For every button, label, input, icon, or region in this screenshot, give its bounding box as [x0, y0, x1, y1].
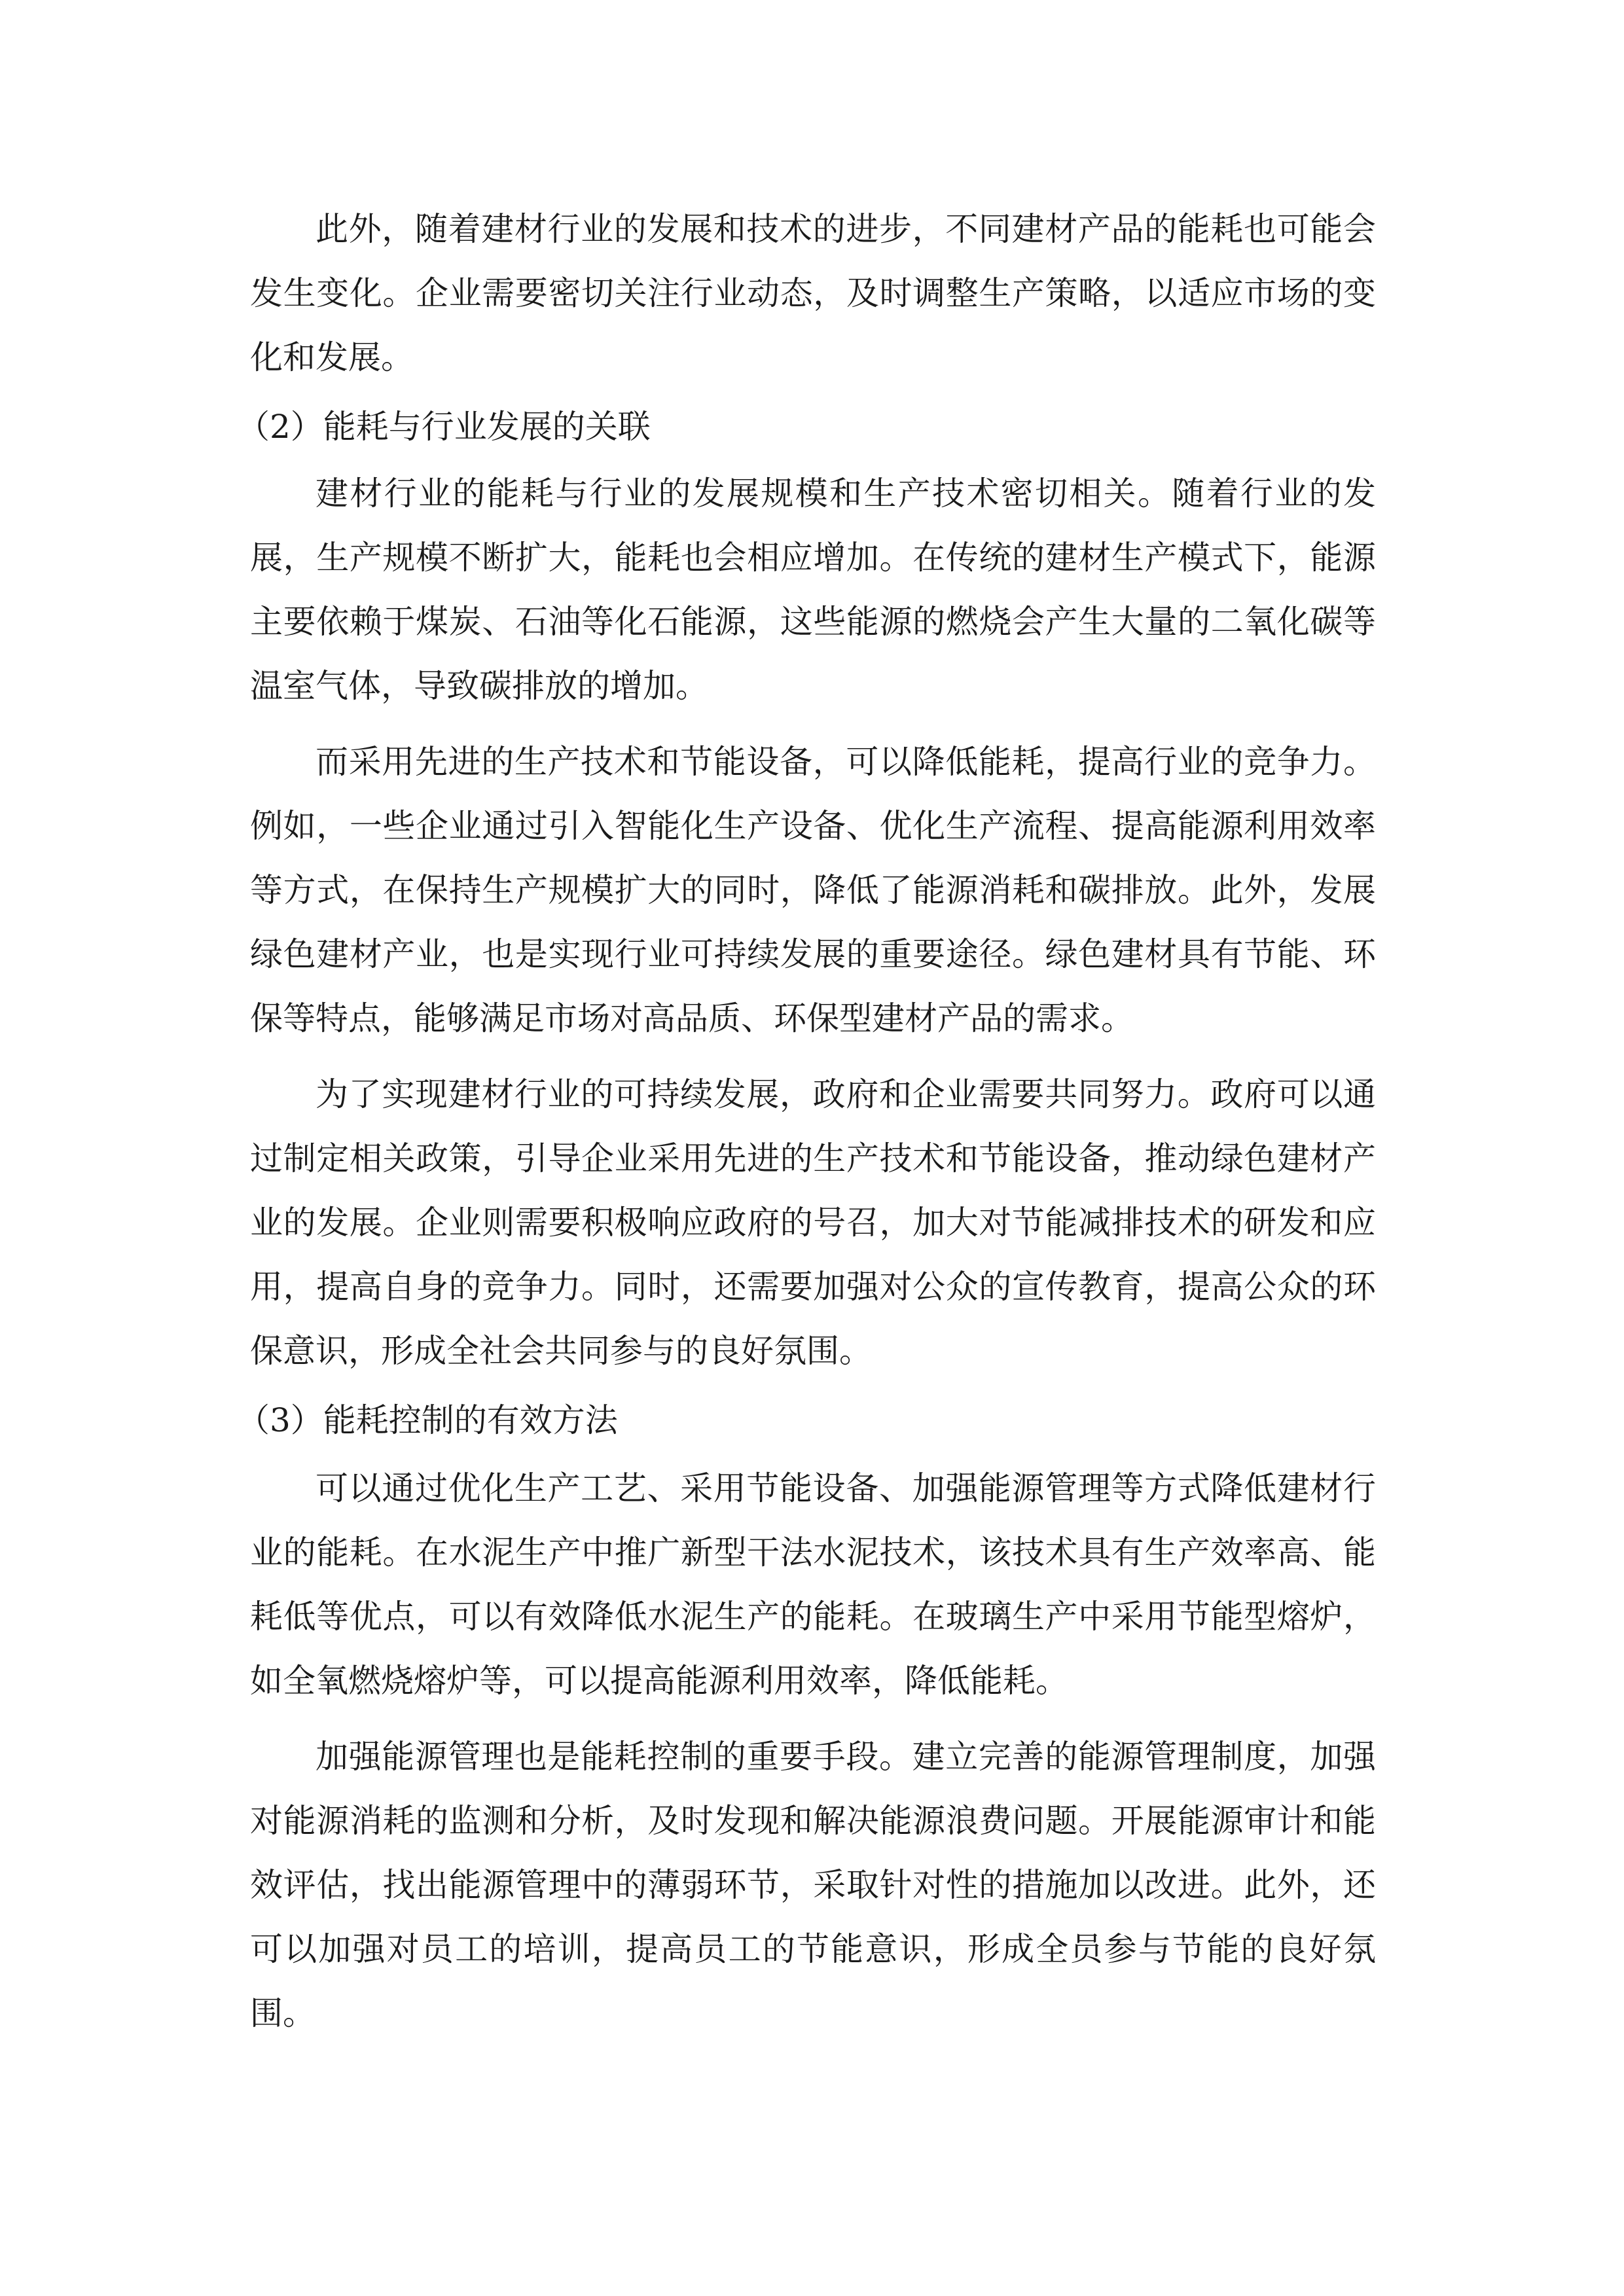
paragraph-line: 可以加强对员工的培训，提高员工的节能意识，形成全员参与节能的良好氛	[250, 1930, 1376, 1968]
paragraph-line: 如全氧燃烧熔炉等，可以提高能源利用效率，降低能耗。	[250, 1662, 1068, 1700]
paragraph-line: 例如，一些企业通过引入智能化生产设备、优化生产流程、提高能源利用效率	[250, 807, 1376, 845]
paragraph-line: 围。	[250, 1994, 316, 2032]
paragraph-line: 温室气体，导致碳排放的增加。	[250, 667, 708, 705]
paragraph-line: 用，提高自身的竞争力。同时，还需要加强对公众的宣传教育，提高公众的环	[250, 1268, 1376, 1306]
paragraph-line: 此外，随着建材行业的发展和技术的进步，不同建材产品的能耗也可能会	[316, 210, 1376, 248]
paragraph-line: 可以通过优化生产工艺、采用节能设备、加强能源管理等方式降低建材行	[316, 1469, 1376, 1507]
paragraph-line: 建材行业的能耗与行业的发展规模和生产技术密切相关。随着行业的发	[316, 475, 1376, 512]
paragraph-line: 而采用先进的生产技术和节能设备，可以降低能耗，提高行业的竞争力。	[316, 743, 1376, 781]
paragraph-line: 为了实现建材行业的可持续发展，政府和企业需要共同努力。政府可以通	[316, 1075, 1376, 1113]
paragraph-line: 主要依赖于煤炭、石油等化石能源，这些能源的燃烧会产生大量的二氧化碳等	[250, 603, 1376, 641]
paragraph-line: 等方式，在保持生产规模扩大的同时，降低了能源消耗和碳排放。此外，发展	[250, 871, 1376, 909]
section-heading: （3）能耗控制的有效方法	[237, 1401, 618, 1439]
paragraph-line: 效评估，找出能源管理中的薄弱环节，采取针对性的措施加以改进。此外，还	[250, 1866, 1376, 1904]
paragraph-line: 业的能耗。在水泥生产中推广新型干法水泥技术，该技术具有生产效率高、能	[250, 1534, 1376, 1571]
paragraph-line: 保等特点，能够满足市场对高品质、环保型建材产品的需求。	[250, 999, 1134, 1037]
paragraph-line: 化和发展。	[250, 338, 414, 376]
section-heading: （2）能耗与行业发展的关联	[237, 408, 651, 446]
paragraph-line: 过制定相关政策，引导企业采用先进的生产技术和节能设备，推动绿色建材产	[250, 1139, 1376, 1177]
paragraph-line: 耗低等优点，可以有效降低水泥生产的能耗。在玻璃生产中采用节能型熔炉，	[250, 1598, 1376, 1636]
paragraph-line: 发生变化。企业需要密切关注行业动态，及时调整生产策略，以适应市场的变	[250, 274, 1376, 312]
paragraph-line: 对能源消耗的监测和分析，及时发现和解决能源浪费问题。开展能源审计和能	[250, 1802, 1376, 1840]
paragraph-line: 加强能源管理也是能耗控制的重要手段。建立完善的能源管理制度，加强	[316, 1738, 1376, 1776]
paragraph-line: 业的发展。企业则需要积极响应政府的号召，加大对节能减排技术的研发和应	[250, 1204, 1376, 1242]
paragraph-line: 绿色建材产业，也是实现行业可持续发展的重要途径。绿色建材具有节能、环	[250, 935, 1376, 973]
paragraph-line: 展，生产规模不断扩大，能耗也会相应增加。在传统的建材生产模式下，能源	[250, 539, 1376, 577]
paragraph-line: 保意识，形成全社会共同参与的良好氛围。	[250, 1332, 872, 1370]
